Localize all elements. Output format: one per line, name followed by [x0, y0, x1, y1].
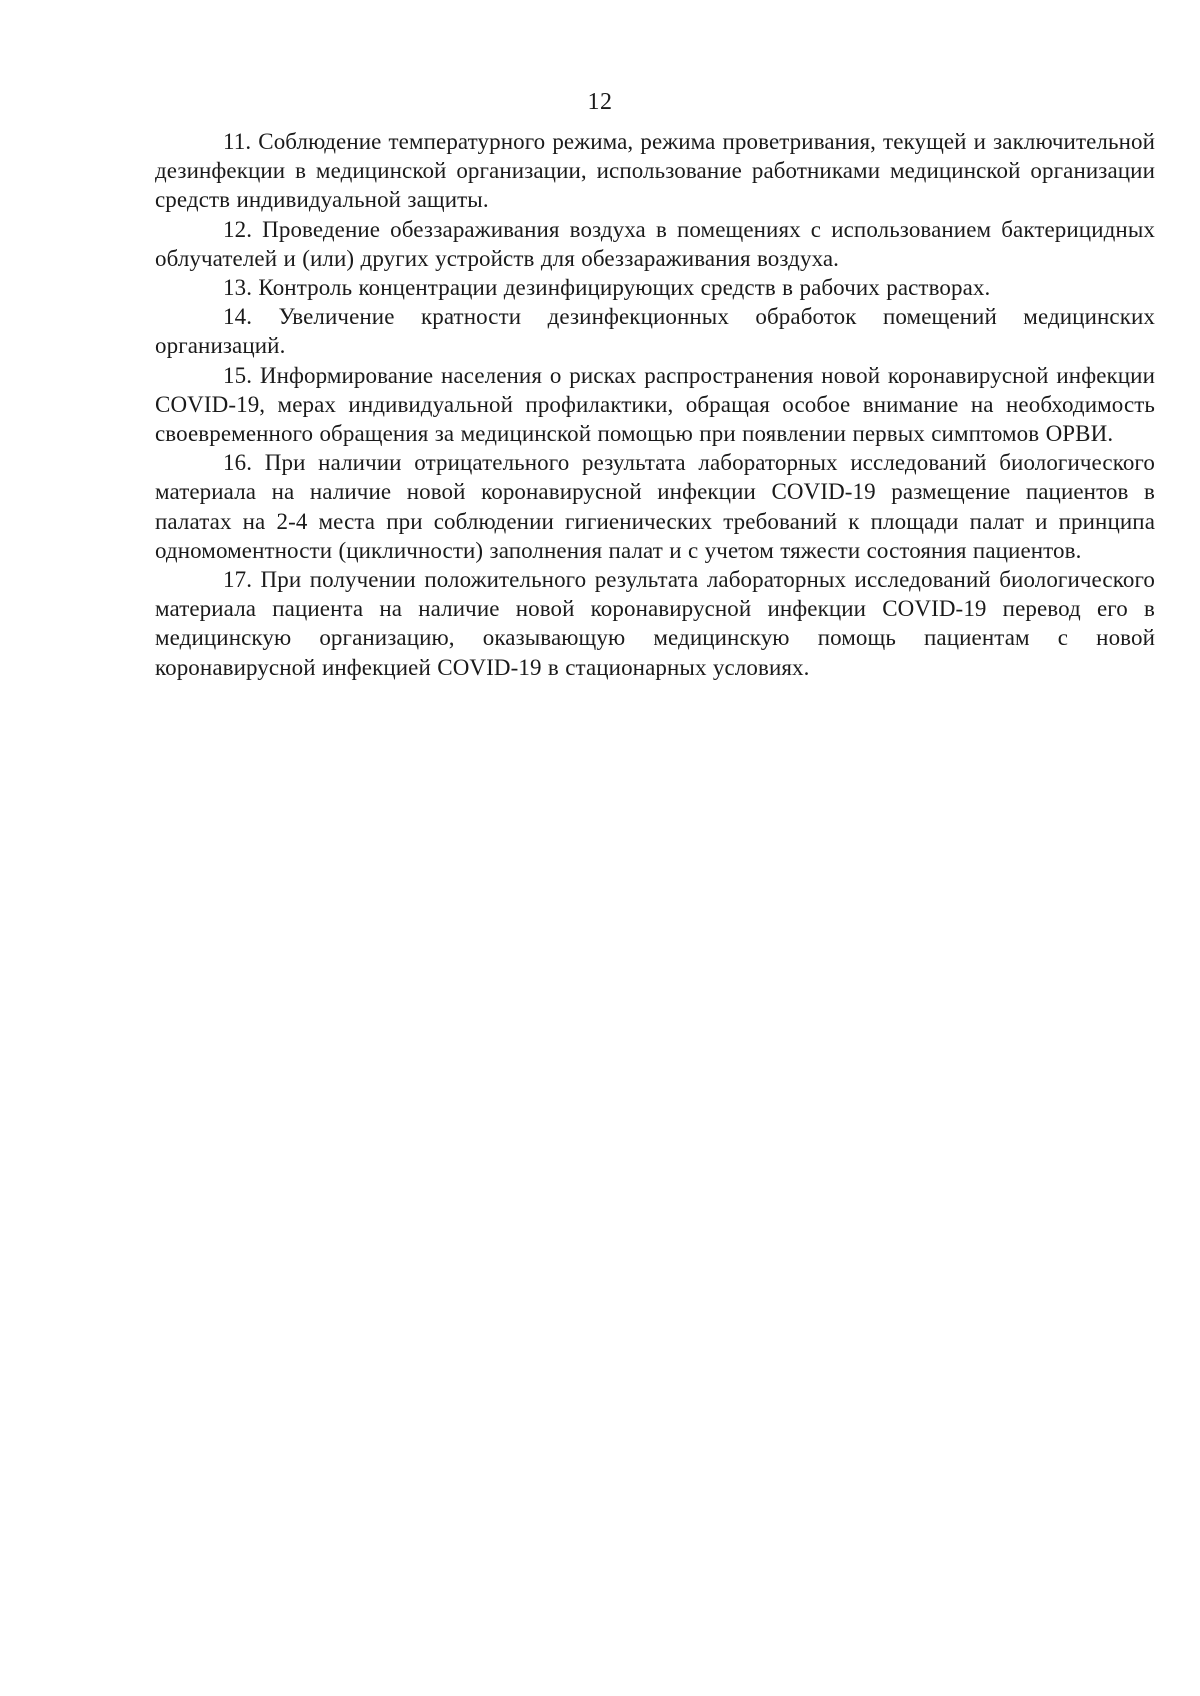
paragraph-14: 14. Увеличение кратности дезинфекционных обработок помещений медицинских организаций. [155, 304, 1155, 359]
document-body [155, 127, 1155, 682]
paragraph-13: 13. Контроль концентрации дезинфицирующих средств в рабочих растворах. [223, 275, 991, 301]
paragraph-15: 15. Информирование населения о рисках распространения новой коронавирусной инфекции COVID-19, мерах индивидуальной профилактики, обращая особое внимание на необходимость своевременного обращения за медицинской помощью при появлении первых симптомов ОРВИ. [155, 362, 1155, 447]
page-number: 12 [587, 89, 613, 115]
paragraph-16: 16. При наличии отрицательного результата лабораторных исследований биологического материала на наличие новой коронавирусной инфекции COVID-19 размещение пациентов в палатах на 2-4 места при соблюдении гигиенических требований к площади палат и принципа одномоментности (цикличности) заполнения палат и с учетом тяжести состояния пациентов. [155, 450, 1155, 563]
paragraph-17: 17. При получении положительного результата лабораторных исследований биологического материала пациента на наличие новой коронавирусной инфекции COVID-19 перевод его в медицинскую организацию, оказывающую медицинскую помощь пациентам с новой коронавирусной инфекцией COVID-19 в стационарных условиях. [155, 567, 1155, 680]
paragraph-12: 12. Проведение обеззараживания воздуха в помещениях с использованием бактерицидных облучателей и (или) других устройств для обеззараживания воздуха. [155, 216, 1155, 271]
paragraph-11: 11. Соблюдение температурного режима, режима проветривания, текущей и заключительной дезинфекции в медицинской организации, использование работниками медицинской организации средств индивидуальной защиты. [155, 129, 1155, 213]
